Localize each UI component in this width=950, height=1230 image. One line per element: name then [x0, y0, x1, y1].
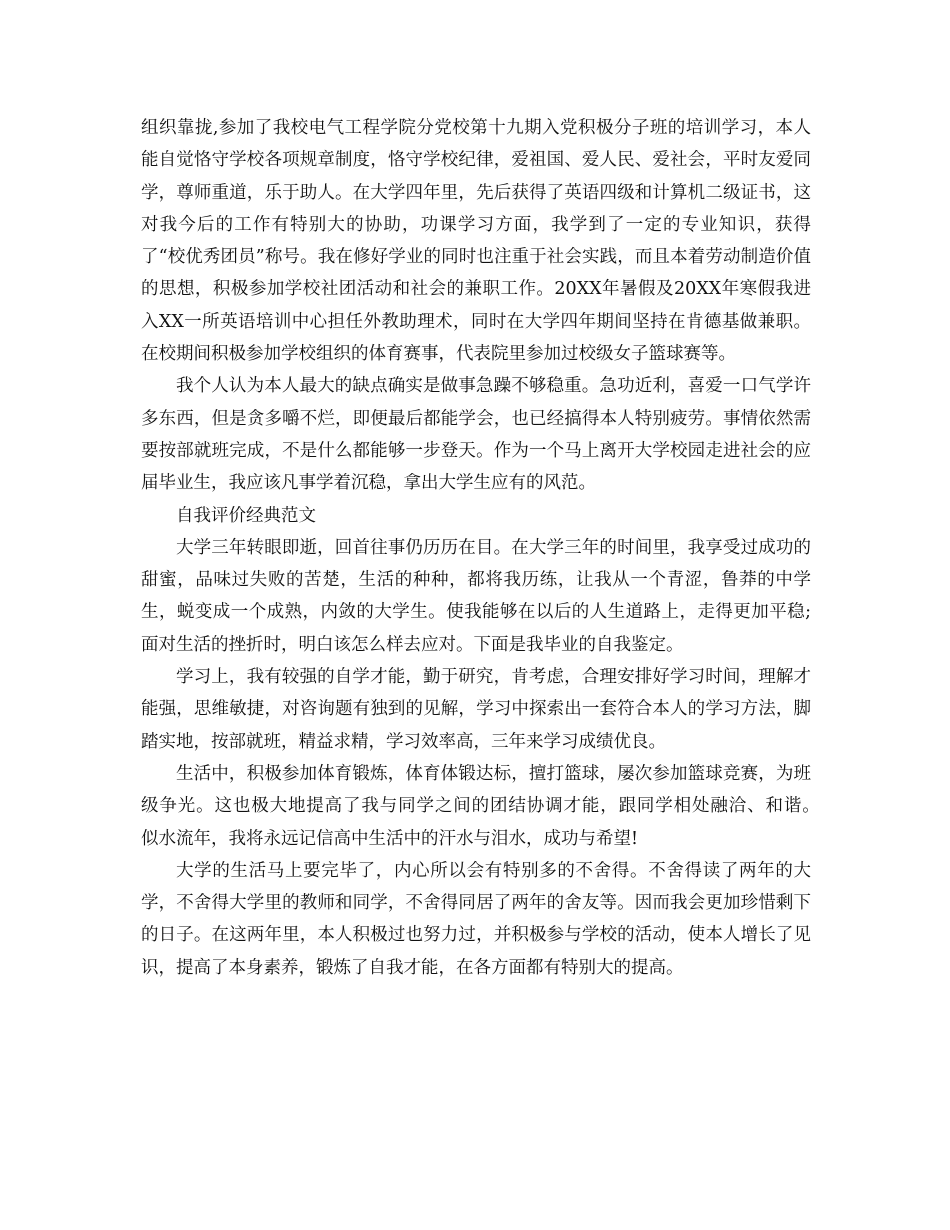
section-heading: 自我评价经典范文 — [176, 505, 316, 526]
paragraph-4: 学习上，我有较强的自学才能，勤于研究，肯考虑，合理安排好学习时间，理解才能强，思维敏捷，对咨询题有独到的见解，学习中探索出一套符合本人的学习方法，脚踏实地，按部就班，精益求精，学习效率高，三年来学习成绩优良。 — [141, 667, 811, 752]
document-body — [141, 112, 846, 984]
paragraph-2: 我个人认为本人最大的缺点确实是做事急躁不够稳重。急功近利，喜爱一口气学许多东西，但是贪多嚼不烂，即便最后都能学会，也已经搞得本人特别疲劳。事情依然需要按部就班完成，不是什么都能够一步登天。作为一个马上离开大学校园走进社会的应届毕业生，我应该凡事学着沉稳，拿出大学生应有的风范。 — [141, 376, 811, 494]
paragraph-3: 大学三年转眼即逝，回首往事仍历历在目。在大学三年的时间里，我享受过成功的甜蜜，品味过失败的苦楚，生活的种种，都将我历练，让我从一个青涩，鲁莽的中学生，蜕变成一个成熟，内敛的大学生。使我能够在以后的人生道路上，走得更加平稳;面对生活的挫折时，明白该怎么样去应对。下面是我毕业的自我鉴定。 — [141, 537, 811, 655]
paragraph-6: 大学的生活马上要完毕了，内心所以会有特别多的不舍得。不舍得读了两年的大学，不舍得大学里的教师和同学，不舍得同居了两年的舍友等。因而我会更加珍惜剩下的日子。在这两年里，本人积极过也努力过，并积极参与学校的活动，使本人增长了见识，提高了本身素养，锻炼了自我才能，在各方面都有特别大的提高。 — [141, 860, 811, 978]
paragraph-1: 组织靠拢,参加了我校电气工程学院分党校第十九期入党积极分子班的培训学习，本人能自觉恪守学校各项规章制度，恪守学校纪律，爱祖国、爱人民、爱社会，平时友爱同学，尊师重道，乐于助人。在大学四年里，先后获得了英语四级和计算机二级证书，这对我今后的工作有特别大的协助，功课学习方面，我学到了一定的专业知识，获得了“校优秀团员”称号。我在修好学业的同时也注重于社会实践，而且本着劳动制造价值的思想，积极参加学校社团活动和社会的兼职工作。20XX年暑假及20XX年寒假我进入XX一所英语培训中心担任外教助理术，同时在大学四年期间坚持在肯德基做兼职。在校期间积极参加学校组织的体育赛事，代表院里参加过校级女子篮球赛等。 — [141, 118, 811, 365]
paragraph-5: 生活中，积极参加体育锻炼，体育体锻达标，擅打篮球，屡次参加篮球竞赛，为班级争光。这也极大地提高了我与同学之间的团结协调才能，跟同学相处融洽、和谐。 似水流年，我将永远记信高中生活中的汗水与泪水，成功与希望! — [141, 763, 846, 849]
